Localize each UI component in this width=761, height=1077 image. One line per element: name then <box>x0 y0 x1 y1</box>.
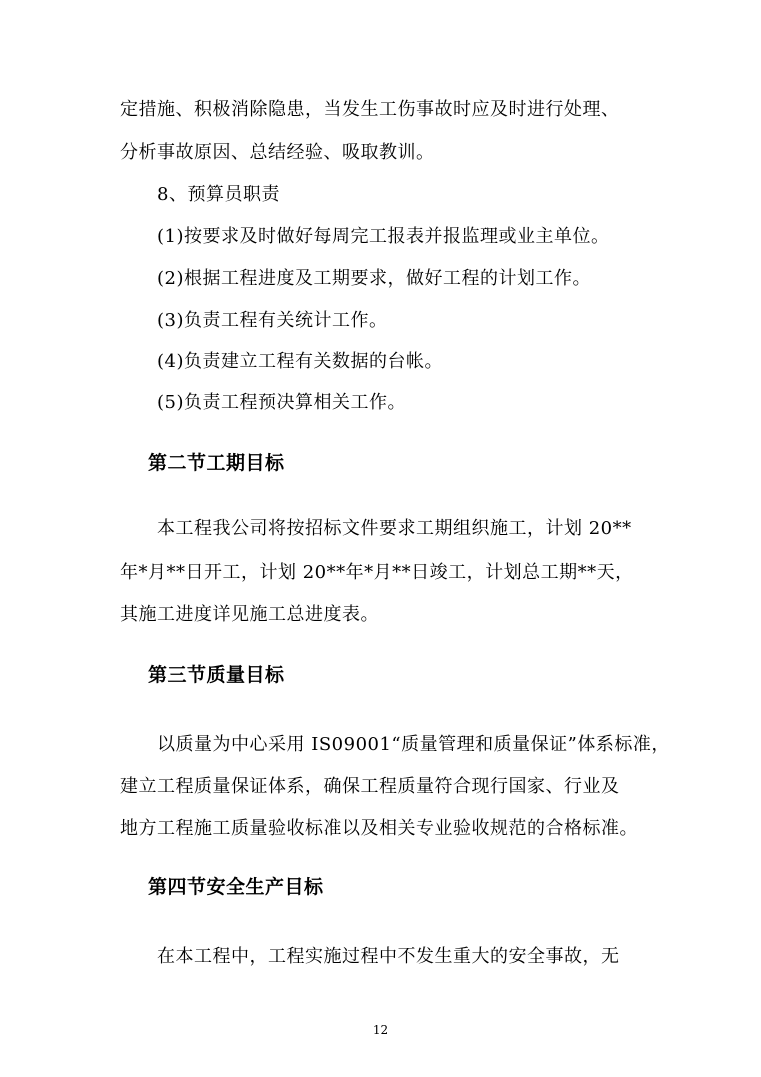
schedule-line-3: 其施工进度详见施工总进度表。 <box>120 604 379 625</box>
schedule-line-1: 本工程我公司将按招标文件要求工期组织施工，计划 20** <box>157 518 632 539</box>
quality-heading: 第三节质量目标 <box>148 664 285 686</box>
budget-item-1: (1)按要求及时做好每周完工报表并报监理或业主单位。 <box>157 226 610 247</box>
intro-line-2: 分析事故原因、总结经验、吸取教训。 <box>120 142 435 163</box>
quality-line-1: 以质量为中心采用 IS09001“质量管理和质量保证”体系标准， <box>157 734 670 755</box>
safety-line-1: 在本工程中，工程实施过程中不发生重大的安全事故，无 <box>157 946 620 967</box>
quality-line-2: 建立工程质量保证体系，确保工程质量符合现行国家、行业及 <box>120 776 620 797</box>
intro-line-1: 定措施、积极消除隐患，当发生工伤事故时应及时进行处理、 <box>120 99 620 120</box>
safety-heading: 第四节安全生产目标 <box>148 876 324 898</box>
budget-section-title: 8、预算员职责 <box>157 184 280 205</box>
budget-item-2: (2)根据工程进度及工期要求，做好工程的计划工作。 <box>157 268 591 289</box>
budget-item-5: (5)负责工程预决算相关工作。 <box>157 392 406 413</box>
budget-item-3: (3)负责工程有关统计工作。 <box>157 310 388 331</box>
page-number: 12 <box>372 1023 389 1037</box>
schedule-line-2: 年*月**日开工，计划 20**年*月**日竣工，计划总工期**天， <box>120 562 634 583</box>
budget-item-4: (4)负责建立工程有关数据的台帐。 <box>157 351 443 372</box>
schedule-heading: 第二节工期目标 <box>148 452 285 474</box>
quality-line-3: 地方工程施工质量验收标准以及相关专业验收规范的合格标准。 <box>120 818 638 839</box>
